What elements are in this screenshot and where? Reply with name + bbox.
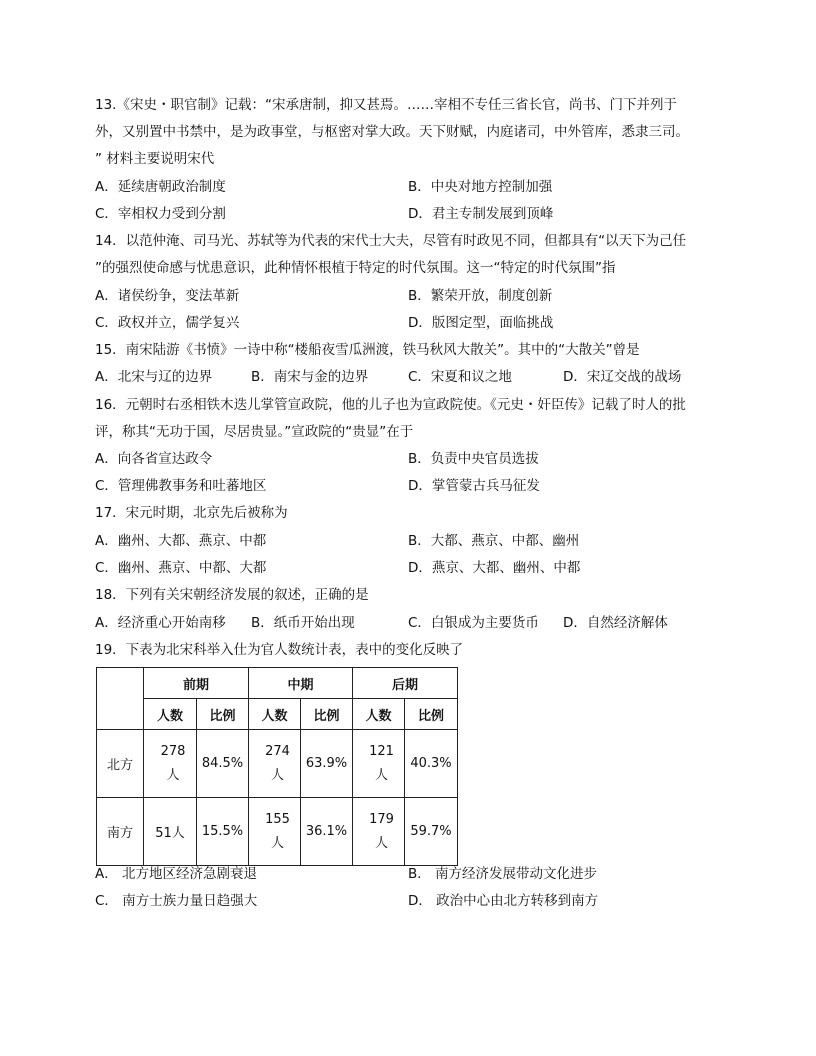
- count-cell: 179 人: [353, 798, 405, 866]
- table-row: [97, 798, 458, 866]
- subheader-cell: 人数: [249, 699, 301, 730]
- q13-line-1: 13.《宋史・职官制》记载：“宋承唐制，抑又甚焉。……宰相不专任三省长官，尚书、门下并列于: [95, 97, 677, 113]
- q16-option-d: D．掌管蒙古兵马征发: [408, 478, 540, 494]
- q16-line-1: 16．元朝时右丞相铁木迭儿掌管宣政院，他的儿子也为宣政院使。《元史・奸臣传》记载了时人的批: [95, 397, 686, 413]
- q13-line-2: 外，又别置中书禁中，是为政事堂，与枢密对掌大政。天下财赋，内庭诸司，中外管库，悉隶三司。: [95, 124, 689, 140]
- q15-option-d: D．宋辽交战的战场: [563, 369, 682, 385]
- q18-option-a: A．经济重心开始南移: [95, 615, 226, 631]
- table-corner-cell: [97, 668, 144, 730]
- q14-option-a: A．诸侯纷争，变法革新: [95, 288, 240, 304]
- q19-option-d: D． 政治中心由北方转移到南方: [408, 893, 599, 909]
- count-cell: 155 人: [249, 798, 301, 866]
- q14-option-d: D．版图定型，面临挑战: [408, 315, 554, 331]
- subheader-cell: 比例: [197, 699, 249, 730]
- table-header-row: [97, 668, 458, 699]
- q15-line-1: 15．南宋陆游《书愤》一诗中称“楼船夜雪瓜洲渡，铁马秋风大散关”。其中的“大散关”曾是: [95, 342, 640, 358]
- q18-option-c: C．白银成为主要货币: [408, 615, 539, 631]
- q15-option-c: C．宋夏和议之地: [408, 369, 512, 385]
- q14-option-c: C．政权并立，儒学复兴: [95, 315, 240, 331]
- q17-line-1: 17．宋元时期，北京先后被称为: [95, 505, 288, 521]
- q13-option-a: A．延续唐朝政治制度: [95, 179, 226, 195]
- q15-option-b: B．南宋与金的边界: [251, 369, 369, 385]
- period-header: 中期: [249, 668, 353, 699]
- subheader-cell: 人数: [353, 699, 405, 730]
- q16-line-2: 评，称其“无功于国，尽居贵显。”宣政院的“贵显”在于: [95, 424, 414, 440]
- subheader-cell: 比例: [405, 699, 458, 730]
- q14-option-b: B．繁荣开放，制度创新: [408, 288, 553, 304]
- q18-line-1: 18．下列有关宋朝经济发展的叙述，正确的是: [95, 587, 369, 603]
- q13-option-b: B．中央对地方控制加强: [408, 179, 553, 195]
- ratio-cell: 63.9%: [301, 730, 353, 798]
- q19-option-a: A． 北方地区经济急剧衰退: [95, 866, 258, 882]
- table-row: [97, 730, 458, 798]
- q13-line-3: ” 材料主要说明宋代: [95, 151, 215, 167]
- table-subheader-row: [97, 699, 458, 730]
- official-stats-table: [96, 667, 458, 866]
- count-cell: 278 人: [144, 730, 197, 798]
- ratio-cell: 36.1%: [301, 798, 353, 866]
- q17-option-a: A．幽州、大都、燕京、中都: [95, 533, 267, 549]
- q16-option-a: A．向各省宣达政令: [95, 451, 213, 467]
- q16-option-b: B．负责中央官员选拔: [408, 451, 539, 467]
- ratio-cell: 15.5%: [197, 798, 249, 866]
- region-cell: 南方: [97, 798, 144, 866]
- subheader-cell: 比例: [301, 699, 353, 730]
- q19-option-c: C． 南方士族力量日趋强大: [95, 893, 258, 909]
- q15-option-a: A．北宋与辽的边界: [95, 369, 213, 385]
- q19-option-b: B． 南方经济发展带动文化进步: [408, 866, 598, 882]
- count-cell: 51人: [144, 798, 197, 866]
- q17-option-b: B．大都、燕京、中都、幽州: [408, 533, 580, 549]
- ratio-cell: 59.7%: [405, 798, 458, 866]
- q13-option-c: C．宰相权力受到分割: [95, 206, 226, 222]
- q19-line-1: 19．下表为北宋科举入仕为官人数统计表，表中的变化反映了: [95, 642, 464, 658]
- subheader-cell: 人数: [144, 699, 197, 730]
- q18-option-b: B．纸币开始出现: [251, 615, 355, 631]
- ratio-cell: 40.3%: [405, 730, 458, 798]
- q18-option-d: D．自然经济解体: [563, 615, 668, 631]
- q16-option-c: C．管理佛教事务和吐蕃地区: [95, 478, 267, 494]
- period-header: 后期: [353, 668, 458, 699]
- ratio-cell: 84.5%: [197, 730, 249, 798]
- q17-option-d: D．燕京、大都、幽州、中都: [408, 560, 581, 576]
- q14-line-1: 14．以范仲淹、司马光、苏轼等为代表的宋代士大夫，尽管有时政见不同，但都具有“以天下为己任: [95, 233, 687, 249]
- q13-option-d: D．君主专制发展到顶峰: [408, 206, 554, 222]
- q14-line-2: ”的强烈使命感与忧患意识，此种情怀根植于特定的时代氛围。这一“特定的时代氛围”指: [95, 260, 616, 276]
- period-header: 前期: [144, 668, 249, 699]
- count-cell: 121 人: [353, 730, 405, 798]
- count-cell: 274 人: [249, 730, 301, 798]
- region-cell: 北方: [97, 730, 144, 798]
- q17-option-c: C．幽州、燕京、中都、大都: [95, 560, 267, 576]
